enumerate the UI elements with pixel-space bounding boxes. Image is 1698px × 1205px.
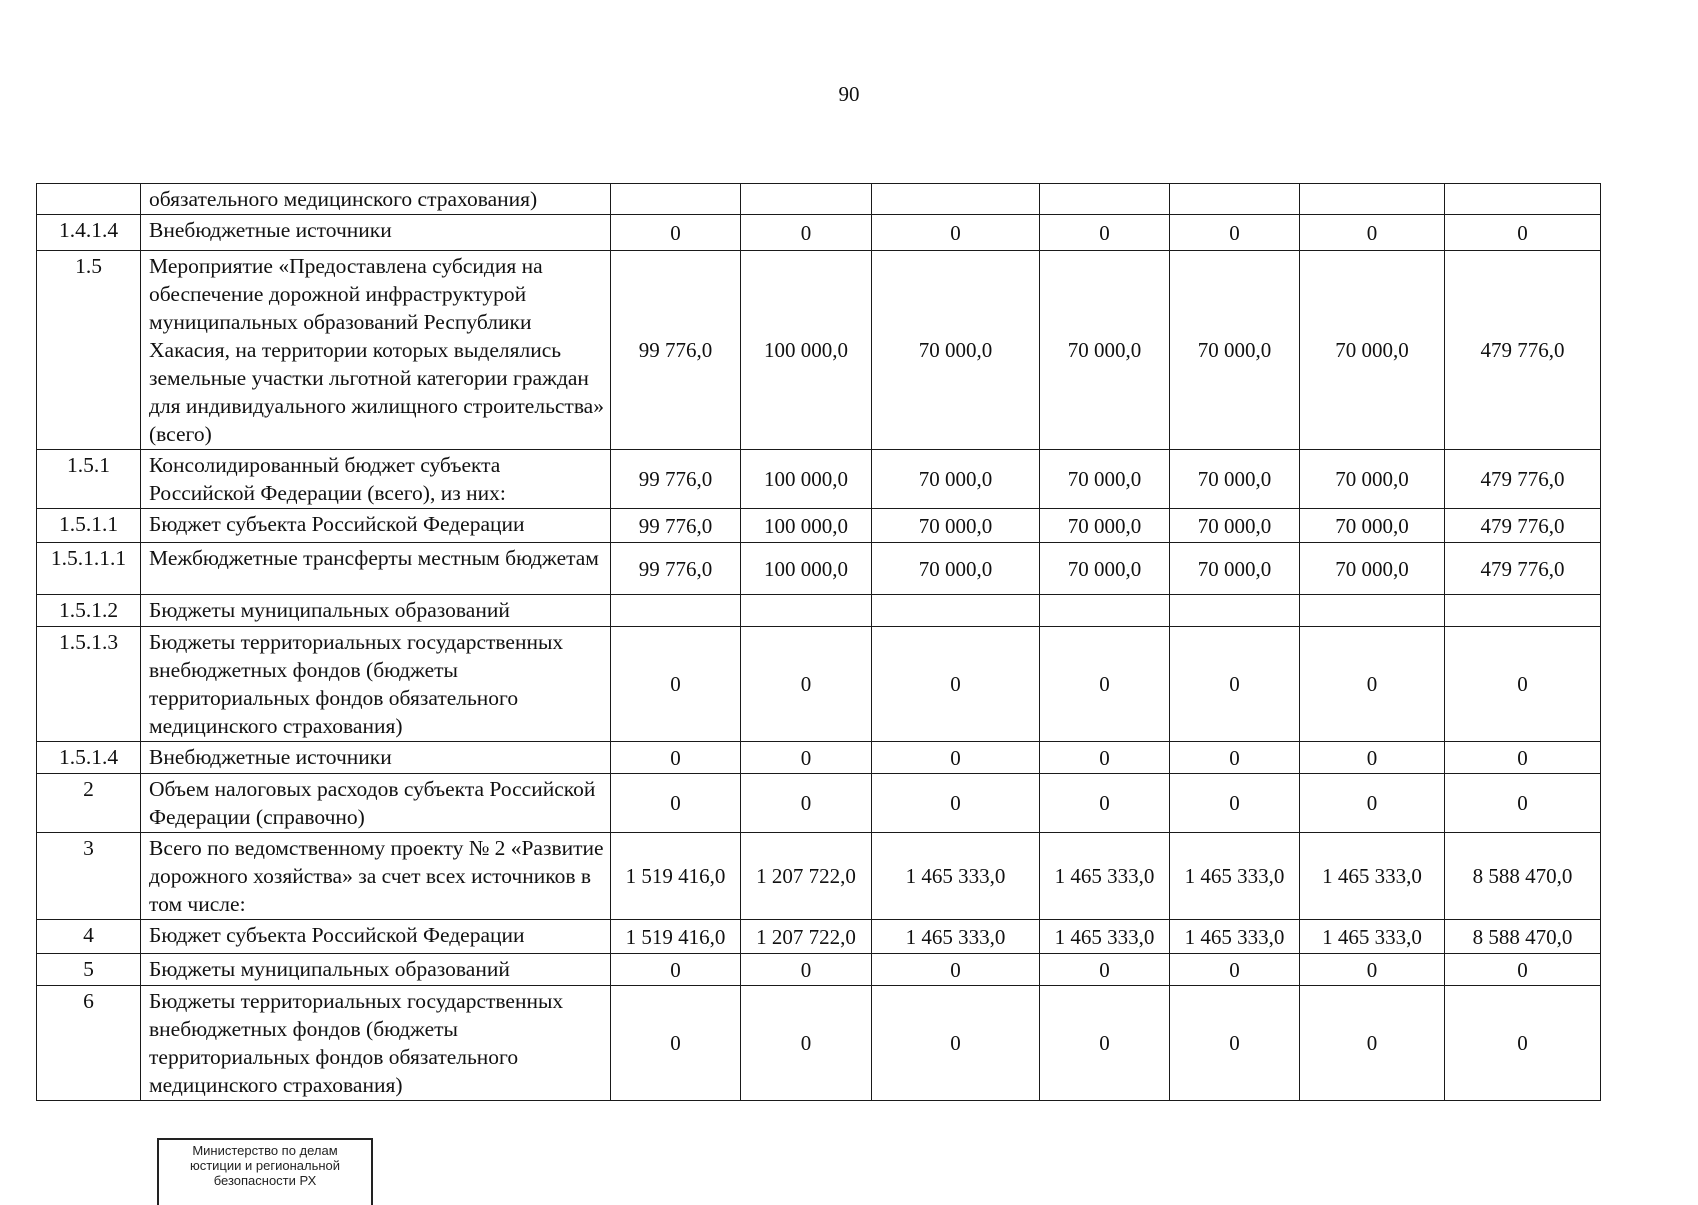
value-cell: 0 bbox=[1300, 774, 1445, 833]
value-cell: 0 bbox=[741, 215, 872, 251]
value-cell: 1 519 416,0 bbox=[611, 833, 741, 920]
row-code: 6 bbox=[37, 986, 141, 1101]
value-cell: 0 bbox=[741, 742, 872, 774]
value-cell: 0 bbox=[611, 215, 741, 251]
value-cell: 0 bbox=[611, 774, 741, 833]
value-cell: 0 bbox=[1445, 627, 1601, 742]
row-code: 3 bbox=[37, 833, 141, 920]
value-cell: 70 000,0 bbox=[1300, 509, 1445, 543]
value-cell: 0 bbox=[741, 954, 872, 986]
value-cell: 0 bbox=[872, 954, 1040, 986]
value-cell: 70 000,0 bbox=[1170, 251, 1300, 450]
value-cell: 99 776,0 bbox=[611, 543, 741, 595]
row-code: 1.4.1.4 bbox=[37, 215, 141, 251]
row-name: Межбюджетные трансферты местным бюджетам bbox=[141, 543, 611, 595]
row-code: 1.5.1.1 bbox=[37, 509, 141, 543]
row-code: 5 bbox=[37, 954, 141, 986]
value-cell: 8 588 470,0 bbox=[1445, 833, 1601, 920]
value-cell: 0 bbox=[1170, 742, 1300, 774]
value-cell: 0 bbox=[1300, 954, 1445, 986]
row-name: Бюджет субъекта Российской Федерации bbox=[141, 920, 611, 954]
value-cell: 0 bbox=[611, 627, 741, 742]
value-cell: 0 bbox=[1040, 954, 1170, 986]
value-cell: 99 776,0 bbox=[611, 509, 741, 543]
value-cell: 0 bbox=[611, 986, 741, 1101]
value-cell bbox=[741, 595, 872, 627]
value-cell bbox=[872, 184, 1040, 215]
value-cell bbox=[1300, 184, 1445, 215]
value-cell: 70 000,0 bbox=[872, 251, 1040, 450]
row-code: 2 bbox=[37, 774, 141, 833]
value-cell: 1 465 333,0 bbox=[1300, 833, 1445, 920]
table-row bbox=[37, 774, 1601, 833]
value-cell: 0 bbox=[872, 215, 1040, 251]
value-cell: 0 bbox=[1300, 742, 1445, 774]
page-number: 90 bbox=[838, 82, 860, 106]
value-cell: 100 000,0 bbox=[741, 509, 872, 543]
value-cell bbox=[1170, 184, 1300, 215]
value-cell: 0 bbox=[1170, 627, 1300, 742]
row-code: 1.5.1.1.1 bbox=[37, 543, 141, 595]
value-cell: 0 bbox=[1445, 986, 1601, 1101]
value-cell: 70 000,0 bbox=[872, 450, 1040, 509]
value-cell: 0 bbox=[741, 986, 872, 1101]
stamp-line: безопасности РХ bbox=[213, 1173, 317, 1188]
registration-stamp bbox=[157, 1138, 373, 1205]
row-name: обязательного медицинского страхования) bbox=[141, 184, 611, 215]
value-cell: 0 bbox=[1300, 627, 1445, 742]
value-cell: 0 bbox=[1445, 774, 1601, 833]
value-cell: 0 bbox=[1040, 627, 1170, 742]
value-cell: 0 bbox=[1040, 986, 1170, 1101]
row-code: 1.5.1 bbox=[37, 450, 141, 509]
value-cell: 0 bbox=[611, 954, 741, 986]
value-cell: 0 bbox=[872, 774, 1040, 833]
value-cell: 70 000,0 bbox=[1040, 450, 1170, 509]
table-row bbox=[37, 184, 1601, 215]
table-row bbox=[37, 543, 1601, 595]
value-cell: 0 bbox=[1170, 954, 1300, 986]
value-cell bbox=[741, 184, 872, 215]
value-cell: 100 000,0 bbox=[741, 543, 872, 595]
value-cell: 70 000,0 bbox=[1300, 251, 1445, 450]
value-cell: 70 000,0 bbox=[1300, 543, 1445, 595]
value-cell: 70 000,0 bbox=[1040, 509, 1170, 543]
value-cell: 1 465 333,0 bbox=[1170, 833, 1300, 920]
row-name: Бюджеты территориальных государственных внебюджетных фондов (бюджеты территориальных фондов обязательного медицинского страхования) bbox=[141, 627, 611, 742]
value-cell: 70 000,0 bbox=[1170, 543, 1300, 595]
row-code: 1.5.1.4 bbox=[37, 742, 141, 774]
value-cell: 70 000,0 bbox=[1040, 251, 1170, 450]
value-cell: 1 465 333,0 bbox=[1040, 920, 1170, 954]
value-cell: 0 bbox=[1040, 215, 1170, 251]
value-cell: 0 bbox=[872, 627, 1040, 742]
value-cell: 1 207 722,0 bbox=[741, 920, 872, 954]
row-name: Консолидированный бюджет субъекта Российской Федерации (всего), из них: bbox=[141, 450, 611, 509]
value-cell: 99 776,0 bbox=[611, 450, 741, 509]
value-cell: 70 000,0 bbox=[872, 543, 1040, 595]
value-cell: 0 bbox=[1445, 215, 1601, 251]
value-cell: 0 bbox=[1040, 742, 1170, 774]
value-cell: 100 000,0 bbox=[741, 251, 872, 450]
row-code: 1.5.1.2 bbox=[37, 595, 141, 627]
value-cell bbox=[611, 184, 741, 215]
row-name: Мероприятие «Предоставлена субсидия на обеспечение дорожной инфраструктурой муниципальных образований Республики Хакасия, на территории которых выделялись земельные участки льготной категории граждан для индивидуального жилищного строительства» (всего) bbox=[141, 251, 611, 450]
table-row bbox=[37, 986, 1601, 1101]
value-cell: 0 bbox=[1445, 954, 1601, 986]
table-row bbox=[37, 509, 1601, 543]
stamp-line: юстиции и региональной bbox=[189, 1158, 341, 1173]
row-code: 1.5.1.3 bbox=[37, 627, 141, 742]
value-cell: 479 776,0 bbox=[1445, 251, 1601, 450]
value-cell: 70 000,0 bbox=[1040, 543, 1170, 595]
value-cell: 8 588 470,0 bbox=[1445, 920, 1601, 954]
table-row bbox=[37, 251, 1601, 450]
value-cell bbox=[1300, 595, 1445, 627]
value-cell: 0 bbox=[1040, 774, 1170, 833]
row-name: Всего по ведомственному проекту № 2 «Развитие дорожного хозяйства» за счет всех источников в том числе: bbox=[141, 833, 611, 920]
row-code: 1.5 bbox=[37, 251, 141, 450]
value-cell: 0 bbox=[872, 986, 1040, 1101]
table-row bbox=[37, 450, 1601, 509]
value-cell: 0 bbox=[741, 627, 872, 742]
value-cell: 0 bbox=[1445, 742, 1601, 774]
value-cell bbox=[1170, 595, 1300, 627]
value-cell: 479 776,0 bbox=[1445, 450, 1601, 509]
row-name: Внебюджетные источники bbox=[141, 215, 611, 251]
value-cell: 0 bbox=[1170, 774, 1300, 833]
value-cell bbox=[1445, 184, 1601, 215]
table-row bbox=[37, 627, 1601, 742]
value-cell: 70 000,0 bbox=[1170, 509, 1300, 543]
table-row bbox=[37, 595, 1601, 627]
value-cell: 1 465 333,0 bbox=[1170, 920, 1300, 954]
row-code: 4 bbox=[37, 920, 141, 954]
value-cell: 1 465 333,0 bbox=[872, 920, 1040, 954]
value-cell: 1 465 333,0 bbox=[872, 833, 1040, 920]
value-cell: 1 207 722,0 bbox=[741, 833, 872, 920]
value-cell: 1 465 333,0 bbox=[1300, 920, 1445, 954]
row-code bbox=[37, 184, 141, 215]
row-name: Бюджеты территориальных государственных внебюджетных фондов (бюджеты территориальных фондов обязательного медицинского страхования) bbox=[141, 986, 611, 1101]
budget-table bbox=[36, 183, 1601, 1101]
value-cell: 1 519 416,0 bbox=[611, 920, 741, 954]
table-row bbox=[37, 833, 1601, 920]
value-cell: 0 bbox=[1300, 986, 1445, 1101]
row-name: Бюджет субъекта Российской Федерации bbox=[141, 509, 611, 543]
value-cell bbox=[872, 595, 1040, 627]
value-cell: 0 bbox=[611, 742, 741, 774]
table-row bbox=[37, 954, 1601, 986]
value-cell: 70 000,0 bbox=[1300, 450, 1445, 509]
value-cell: 0 bbox=[741, 774, 872, 833]
value-cell bbox=[1445, 595, 1601, 627]
value-cell: 0 bbox=[1300, 215, 1445, 251]
value-cell: 1 465 333,0 bbox=[1040, 833, 1170, 920]
value-cell: 99 776,0 bbox=[611, 251, 741, 450]
row-name: Внебюджетные источники bbox=[141, 742, 611, 774]
row-name: Бюджеты муниципальных образований bbox=[141, 595, 611, 627]
table-row bbox=[37, 920, 1601, 954]
budget-table-body bbox=[37, 184, 1601, 1101]
value-cell: 479 776,0 bbox=[1445, 509, 1601, 543]
value-cell: 70 000,0 bbox=[1170, 450, 1300, 509]
value-cell: 0 bbox=[1170, 986, 1300, 1101]
value-cell: 0 bbox=[872, 742, 1040, 774]
value-cell bbox=[611, 595, 741, 627]
table-row bbox=[37, 215, 1601, 251]
value-cell: 479 776,0 bbox=[1445, 543, 1601, 595]
value-cell: 70 000,0 bbox=[872, 509, 1040, 543]
row-name: Бюджеты муниципальных образований bbox=[141, 954, 611, 986]
row-name: Объем налоговых расходов субъекта Российской Федерации (справочно) bbox=[141, 774, 611, 833]
stamp-line: Министерство по делам bbox=[192, 1143, 338, 1158]
value-cell: 100 000,0 bbox=[741, 450, 872, 509]
table-row bbox=[37, 742, 1601, 774]
value-cell: 0 bbox=[1170, 215, 1300, 251]
value-cell bbox=[1040, 595, 1170, 627]
value-cell bbox=[1040, 184, 1170, 215]
